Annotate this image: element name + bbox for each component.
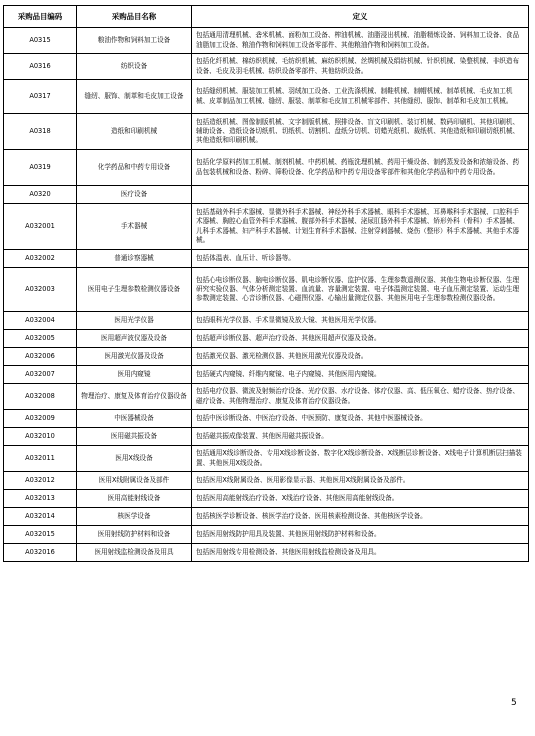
table-row (4, 186, 529, 204)
cell-code: A032006 (4, 348, 77, 366)
cell-name: 物理治疗、康复及体育治疗仪器设备 (77, 384, 192, 410)
cell-code: A0316 (4, 54, 77, 80)
table-row (4, 204, 529, 250)
table-row (4, 312, 529, 330)
table-row (4, 526, 529, 544)
table-row (4, 268, 529, 312)
cell-definition: 包括核医学诊断设备、核医学治疗设备、医用核素检测设备、其他核医学设备。 (192, 508, 529, 526)
cell-code: A0315 (4, 28, 77, 54)
cell-code: A032010 (4, 428, 77, 446)
cell-code: A032016 (4, 544, 77, 562)
cell-code: A0320 (4, 186, 77, 204)
header-name: 采购品目名称 (77, 6, 192, 28)
cell-name: 医用X线设备 (77, 446, 192, 472)
table-row (4, 250, 529, 268)
cell-definition: 包括体温表、血压计、听诊器等。 (192, 250, 529, 268)
header-row (4, 6, 529, 28)
table-row (4, 330, 529, 348)
cell-definition: 包括医用射线专用检测设备、其他医用射线监检测设备及用具。 (192, 544, 529, 562)
table-body (4, 28, 529, 562)
cell-code: A032013 (4, 490, 77, 508)
cell-definition (192, 186, 529, 204)
table-row (4, 114, 529, 150)
cell-definition: 包括缝纫机械、服装加工机械、羽绒加工设备、工业洗涤机械、制鞋机械、制帽机械、制革机械、毛皮加工机械、皮革制品加工机械、缝纫、服装、制革和毛皮加工机械零部件、其他缝纫、服饰、制革和毛皮加工机械。 (192, 80, 529, 114)
cell-definition: 包括造纸机械、图像制版机械、文字制版机械、照排设备、盲文印刷机、装订机械、数码印刷机、其他印刷机、辅助设备、造纸设备切纸机、切纸机、切割机、盘纸分切机、切蜡光纸机、裁纸机、其他造纸和印刷切纸机械、其他造纸和印刷机械。 (192, 114, 529, 150)
cell-name: 医用磁共振设备 (77, 428, 192, 446)
cell-code: A032007 (4, 366, 77, 384)
cell-name: 医用光学仪器 (77, 312, 192, 330)
cell-name: 粮油作物和饲料加工设备 (77, 28, 192, 54)
header-definition: 定义 (192, 6, 529, 28)
cell-definition: 包括心电诊断仪器、脑电诊断仪器、肌电诊断仪器、监护仪器、生理参数遥测仪器、其他生物电诊断仪器、生理研究实验仪器、气体分析测定装置、血流量、容量测定装置、电子体温测定装置、电子血压测定装置、运动生理参数测定装置、心音诊断仪器、心磁图仪器、心输出量测定仪器、其他医用电子生理参数检测仪器设备。 (192, 268, 529, 312)
table-row (4, 508, 529, 526)
cell-definition: 包括硬式内窥镜、纤维内窥镜、电子内窥镜、其他医用内窥镜。 (192, 366, 529, 384)
table-row (4, 28, 529, 54)
cell-name: 手术器械 (77, 204, 192, 250)
cell-code: A032015 (4, 526, 77, 544)
cell-name: 医用激光仪器及设备 (77, 348, 192, 366)
cell-code: A0318 (4, 114, 77, 150)
cell-name: 医疗设备 (77, 186, 192, 204)
header-code: 采购品目编码 (4, 6, 77, 28)
cell-name: 造纸和印刷机械 (77, 114, 192, 150)
table-row (4, 348, 529, 366)
procurement-catalog-table (3, 5, 529, 562)
cell-name: 医用射线防护材料和设备 (77, 526, 192, 544)
cell-definition: 包括激光仪器、激光检测仪器、其他医用激光仪器及设备。 (192, 348, 529, 366)
cell-name: 医用X线附属设备及部件 (77, 472, 192, 490)
cell-code: A032002 (4, 250, 77, 268)
table-row (4, 490, 529, 508)
table-row (4, 472, 529, 490)
table-header (4, 6, 529, 28)
cell-name: 中医器械设备 (77, 410, 192, 428)
cell-definition: 包括磁共振成像装置、其他医用磁共振设备。 (192, 428, 529, 446)
table-row (4, 446, 529, 472)
table-row (4, 80, 529, 114)
cell-definition: 包括化学原料药加工机械、制剂机械、中药机械、药瓶洗理机械、药用干燥设备、制药蒸发设备和浓缩设备、药品包装机械和设备、粉碎、筛粉设备、化学药品和中药专用设备零部件和其他化学药品和中药专用设备。 (192, 150, 529, 186)
cell-name: 医用超声波仪器及设备 (77, 330, 192, 348)
cell-definition: 包括通用清理机械、砻米机械、面粉加工设备、榨油机械、油脂浸出机械、油脂精炼设备、饲料加工设备、食品油脂加工设备、粮油作物和饲料加工设备零部件、其他粮油作物和饲料加工设备。 (192, 28, 529, 54)
cell-definition: 包括电疗仪器、微波及射频治疗设备、光疗仪器、水疗设备、体疗仪器、高、低压氧仓、蜡疗设备、热疗设备、磁疗设备、其他物理治疗、康复及体育治疗仪器设备。 (192, 384, 529, 410)
cell-code: A0319 (4, 150, 77, 186)
page-number: 5 (511, 698, 517, 708)
cell-name: 医用射线监检测设备及用具 (77, 544, 192, 562)
cell-name: 纺织设备 (77, 54, 192, 80)
table-row (4, 366, 529, 384)
cell-definition: 包括基础外科手术器械、显微外科手术器械、神经外科手术器械、眼科手术器械、耳鼻喉科手术器械、口腔科手术器械、胸腔心血管外科手术器械、腹部外科手术器械、泌尿肛肠外科手术器械、矫形外科（骨科）手术器械、儿科手术器械、妇产科手术器械、计划生育科手术器械、注射穿刺器械、烧伤（整形）科手术器械、其他手术器械。 (192, 204, 529, 250)
cell-definition: 包括医用高能射线治疗设备、X线治疗设备、其他医用高能射线设备。 (192, 490, 529, 508)
cell-name: 化学药品和中药专用设备 (77, 150, 192, 186)
cell-name: 核医学设备 (77, 508, 192, 526)
cell-code: A032011 (4, 446, 77, 472)
cell-name: 医用高能射线设备 (77, 490, 192, 508)
cell-definition: 包括中医诊断设备、中医治疗设备、中医预防、康复设备、其他中医器械设备。 (192, 410, 529, 428)
cell-name: 医用内窥镜 (77, 366, 192, 384)
cell-code: A032003 (4, 268, 77, 312)
table-row (4, 410, 529, 428)
cell-name: 普通诊察器械 (77, 250, 192, 268)
cell-definition: 包括医用射线防护用具及装置、其他医用射线防护材料和设备。 (192, 526, 529, 544)
cell-definition: 包括眼科光学仪器、手术显微镜及放大镜、其他医用光学仪器。 (192, 312, 529, 330)
cell-code: A032012 (4, 472, 77, 490)
cell-definition: 包括超声诊断仪器、超声治疗设备、其他医用超声仪器及设备。 (192, 330, 529, 348)
table-row (4, 544, 529, 562)
cell-definition: 包括化纤机械、棉纺织机械、毛纺织机械、麻纺织机械、丝绸机械及绢纺机械、针织机械、染整机械、非织造布设备、毛皮及羽毛机械、纺织设备零部件、其他纺织设备。 (192, 54, 529, 80)
cell-code: A0317 (4, 80, 77, 114)
cell-name: 缝纫、服饰、制革和毛皮加工设备 (77, 80, 192, 114)
cell-code: A032005 (4, 330, 77, 348)
table-row (4, 384, 529, 410)
cell-code: A032004 (4, 312, 77, 330)
cell-definition: 包括医用X线附属设备、医用影像显示器、其他医用X线附属设备及部件。 (192, 472, 529, 490)
cell-code: A032001 (4, 204, 77, 250)
cell-code: A032008 (4, 384, 77, 410)
table-row (4, 150, 529, 186)
cell-code: A032009 (4, 410, 77, 428)
cell-code: A032014 (4, 508, 77, 526)
table-row (4, 428, 529, 446)
table-row (4, 54, 529, 80)
cell-name: 医用电子生理参数检测仪器设备 (77, 268, 192, 312)
cell-definition: 包括通用X线诊断设备、专用X线诊断设备、数字化X线诊断设备、X线断层诊断设备、X线电子计算机断层扫描装置、其他医用X线设备。 (192, 446, 529, 472)
